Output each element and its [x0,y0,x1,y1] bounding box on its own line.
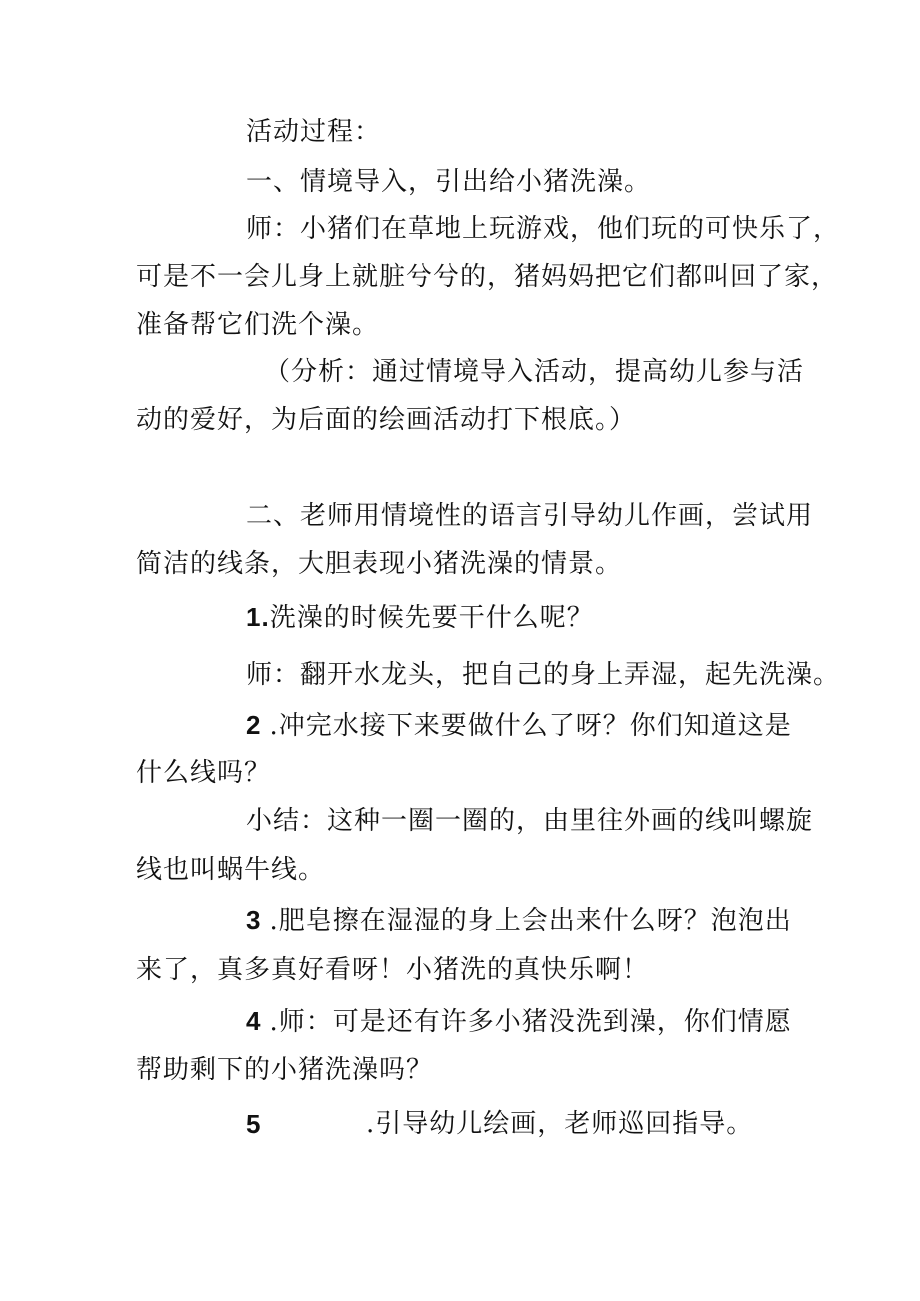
list-item [246,602,594,633]
list-item [246,905,792,936]
analysis-line: （分析：通过情境导入活动，提高幼儿参与活 [264,357,805,387]
teacher-answer: 师：翻开水龙头，把自己的身上弄湿，起先洗澡。 [246,660,841,690]
item-text: 什么线吗？ [136,758,272,788]
section2-title: 二、老师用情境性的语言引导幼儿作画，尝试用 [246,501,814,531]
item-text: 来了，真多真好看呀！小猪洗的真快乐啊！ [136,955,650,985]
list-item [246,710,792,741]
item-number: 1. [246,602,270,632]
item-text: .引导幼儿绘画，老师巡回指导。 [366,1109,754,1139]
analysis-line: 动的爱好，为后面的绘画活动打下根底。） [136,405,637,435]
item-text: 洗澡的时候先要干什么呢？ [269,603,594,633]
teacher-line: 可是不一会儿身上就脏兮兮的，猪妈妈把它们都叫回了家， [136,262,839,292]
item-number: 4 [246,1006,262,1036]
list-item-number [246,1109,261,1140]
summary-line: 小结：这种一圈一圈的，由里往外画的线叫螺旋 [246,806,814,836]
section1-title: 一、情境导入，引出给小猪洗澡。 [246,167,652,197]
item-number: 3 [246,905,262,935]
item-number: 2 [246,710,262,740]
teacher-line: 师：小猪们在草地上玩游戏，他们玩的可快乐了， [246,214,841,244]
summary-line: 线也叫蜗牛线。 [136,855,326,885]
item-number: 5 [246,1109,262,1139]
teacher-line: 准备帮它们洗个澡。 [136,310,380,340]
item-text: .冲完水接下来要做什么了呀？你们知道这是 [269,711,792,741]
item-text: .肥皂擦在湿湿的身上会出来什么呀？泡泡出 [269,906,792,936]
section-heading: 活动过程： [246,117,382,147]
list-item [246,1006,792,1037]
item-text: 帮助剩下的小猪洗澡吗？ [136,1055,434,1085]
item-text: .师：可是还有许多小猪没洗到澡，你们情愿 [269,1007,792,1037]
section2-title: 简洁的线条，大胆表现小猪洗澡的情景。 [136,549,623,579]
